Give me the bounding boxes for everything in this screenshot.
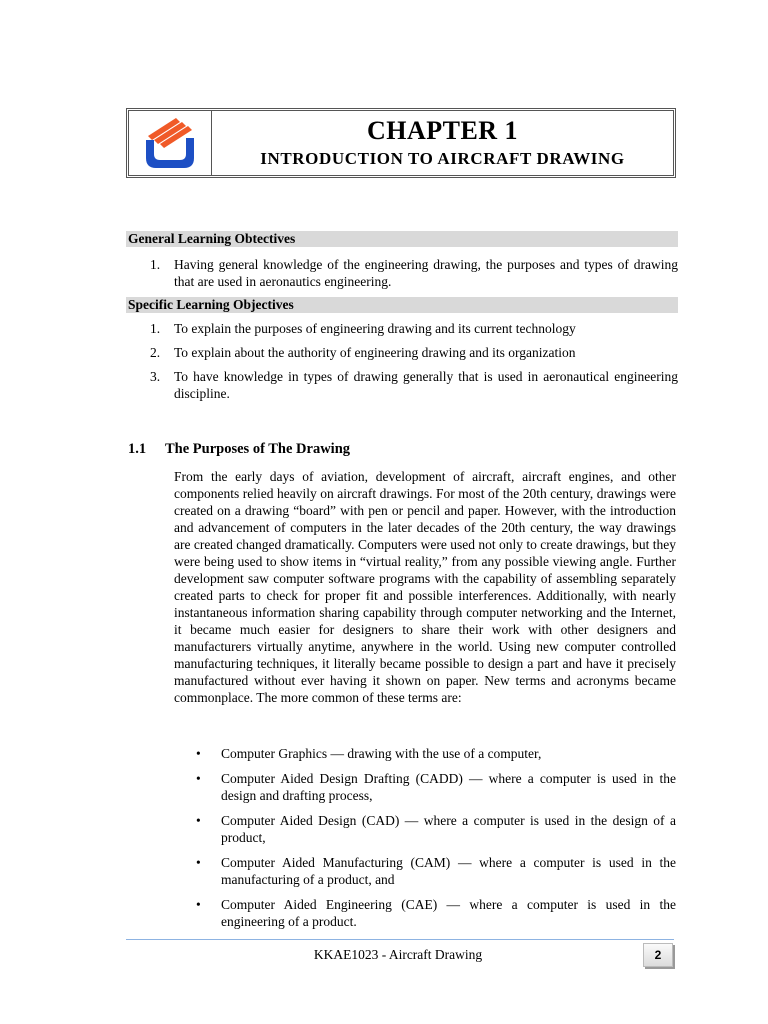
bullet-text: Computer Aided Design (CAD) — where a computer is used in the design of a product, (221, 813, 676, 845)
chapter-title: INTRODUCTION TO AIRCRAFT DRAWING (260, 149, 625, 168)
item-number: 1. (150, 257, 161, 272)
bullet-icon: • (196, 746, 201, 761)
bullet-text: Computer Graphics — drawing with the use of a computer, (221, 746, 542, 761)
bullet-icon: • (196, 771, 201, 786)
specific-objectives-list (150, 320, 678, 409)
list-item (150, 256, 678, 290)
list-item (196, 896, 676, 930)
section-title: The Purposes of The Drawing (165, 441, 351, 457)
bullet-icon: • (196, 855, 201, 870)
university-logo-icon (140, 114, 200, 172)
bullet-icon: • (196, 813, 201, 828)
bullet-text: Computer Aided Manufacturing (CAM) — where a computer is used in the manufacturing of a product, and (221, 855, 676, 887)
footer-divider (126, 939, 674, 940)
item-text: To explain about the authority of engineering drawing and its organization (174, 345, 576, 360)
bullet-icon: • (196, 897, 201, 912)
list-item (150, 368, 678, 402)
section-number: 1.1 (128, 441, 147, 457)
list-item (150, 344, 678, 361)
chapter-header-box (126, 108, 676, 178)
chapter-number: CHAPTER 1 (366, 116, 519, 145)
section-heading (128, 441, 350, 458)
title-cell (212, 111, 673, 175)
item-text: Having general knowledge of the engineering drawing, the purposes and types of drawing that are used in aeronautics engineering. (174, 257, 678, 289)
section-paragraph: From the early days of aviation, development of aircraft, aircraft engines, and other components relied heavily on aircraft drawings. For most of the 20th century, drawings were created on a drawing “board” with pen or pencil and paper. However, with the introduction and advancement of computers in the later decades of the 20th century, the way drawings are created changed dramatically. Computers were used not only to create drawings, but they were being used to show items in “virtual reality,” from any possible viewing angle. Further development saw computer software programs with the capability of assembling separately created parts to check for proper fit and possible interferences. Additionally, with nearly instantaneous information sharing capability through computer networking and the Internet, it became much easier for designers to share their work with other designers and manufacturers virtually anytime, anywhere in the world. Using new computer controlled manufacturing techniques, it literally became possible to design a part and have it precisely manufactured without ever having it shown on paper. New terms and acronyms became commonplace. The more common of these terms are: (174, 469, 676, 705)
general-objectives-heading: General Learning Obtectives (126, 231, 678, 247)
footer-course-title: KKAE1023 - Aircraft Drawing (313, 947, 483, 962)
list-item (196, 854, 676, 888)
item-text: To have knowledge in types of drawing generally that is used in aeronautical engineering discipline. (174, 369, 678, 401)
general-objectives-list (150, 256, 678, 297)
list-item (196, 770, 676, 804)
bullet-text: Computer Aided Design Drafting (CADD) — where a computer is used in the design and drafting process, (221, 771, 676, 803)
list-item (196, 812, 676, 846)
bullet-text: Computer Aided Engineering (CAE) — where a computer is used in the engineering of a product. (221, 897, 676, 929)
terms-bullet-list (196, 745, 676, 938)
item-number: 2. (150, 345, 161, 360)
specific-objectives-heading: Specific Learning Objectives (126, 297, 678, 313)
item-text: To explain the purposes of engineering drawing and its current technology (174, 321, 576, 336)
logo-cell (129, 111, 212, 175)
page-number-badge: 2 (643, 943, 673, 967)
item-number: 1. (150, 321, 161, 336)
item-number: 3. (150, 369, 161, 384)
list-item (196, 745, 676, 762)
list-item (150, 320, 678, 337)
